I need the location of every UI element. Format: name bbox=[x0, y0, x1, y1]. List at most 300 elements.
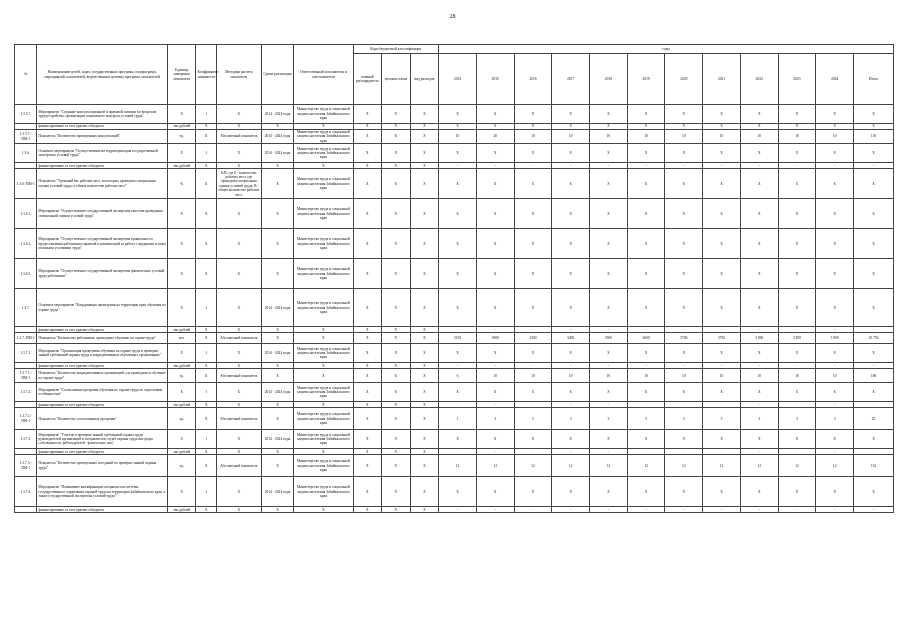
row-y2017-cell: X bbox=[552, 124, 590, 130]
row-unit-cell: тыс.рублей bbox=[167, 402, 196, 408]
row-num-cell: 1.3.7.1. bbox=[15, 344, 37, 363]
row-cs-cell: X bbox=[382, 507, 411, 513]
row-y2023-cell: X bbox=[778, 124, 816, 130]
row-vr-cell: X bbox=[410, 259, 439, 289]
row-executor-cell: Министерство труда и социальной защиты населения Забайкальского края bbox=[294, 477, 353, 507]
row-unit-cell: ед. bbox=[167, 455, 196, 477]
row-executor-cell: X bbox=[294, 507, 353, 513]
table-row bbox=[15, 333, 894, 344]
row-cs-cell: X bbox=[382, 369, 411, 383]
row-total-cell: X bbox=[854, 430, 894, 449]
table-row bbox=[15, 199, 894, 229]
row-y2024-cell: X bbox=[816, 259, 854, 289]
row-y2015-cell: - bbox=[476, 327, 514, 333]
row-y2018-cell: 3 bbox=[590, 408, 628, 430]
row-y2019-cell: X bbox=[627, 477, 665, 507]
row-vr-cell: X bbox=[410, 455, 439, 477]
row-y2018-cell: X bbox=[590, 259, 628, 289]
row-y2016-cell: - bbox=[514, 449, 552, 455]
row-total-cell: - bbox=[854, 163, 894, 169]
row-y2016-cell: X bbox=[514, 344, 552, 363]
row-y2024-cell: X bbox=[816, 169, 854, 199]
row-period-cell: 2014 - 2024 годы bbox=[261, 144, 294, 163]
row-y2018-cell: 10 bbox=[590, 130, 628, 144]
row-y2024-cell: - bbox=[816, 449, 854, 455]
row-name-cell: Мероприятие "Повышение квалификации специалистов системы государственного управления охраной труда на территории Забайкальского края, а также государственной экспертизы условий труда" bbox=[37, 477, 168, 507]
row-vr-cell: X bbox=[410, 130, 439, 144]
row-y2024-cell: X bbox=[816, 430, 854, 449]
row-unit-cell: X bbox=[167, 344, 196, 363]
row-gr-cell: X bbox=[353, 105, 382, 124]
row-num-cell: 1.3.7. bbox=[15, 289, 37, 327]
row-y2014-cell: - bbox=[439, 402, 477, 408]
row-y2023-cell: X bbox=[778, 229, 816, 259]
row-executor-cell: X bbox=[294, 363, 353, 369]
row-cs-cell: X bbox=[382, 163, 411, 169]
row-y2020-cell: X bbox=[665, 229, 703, 259]
row-vr-cell: X bbox=[410, 333, 439, 344]
row-y2016-cell: X bbox=[514, 477, 552, 507]
row-coef-cell: 1 bbox=[196, 144, 216, 163]
row-method-cell: X bbox=[216, 430, 261, 449]
row-y2014-cell: - bbox=[439, 449, 477, 455]
row-y2023-cell: X bbox=[778, 259, 816, 289]
row-y2015-cell: X bbox=[476, 199, 514, 229]
row-executor-cell: Министерство труда и социальной защиты населения Забайкальского края bbox=[294, 383, 353, 402]
row-y2014-cell: 3150 bbox=[439, 333, 477, 344]
row-gr-cell: X bbox=[353, 344, 382, 363]
row-y2021-cell: X bbox=[703, 477, 741, 507]
row-period-cell: X bbox=[261, 229, 294, 259]
row-cs-cell: X bbox=[382, 144, 411, 163]
row-y2014-cell: X bbox=[439, 383, 477, 402]
row-y2021-cell: X bbox=[703, 169, 741, 199]
table-row bbox=[15, 430, 894, 449]
row-y2020-cell: X bbox=[665, 344, 703, 363]
row-y2015-cell: 3900 bbox=[476, 333, 514, 344]
row-y2017-cell: - bbox=[552, 402, 590, 408]
row-y2019-cell: - bbox=[627, 327, 665, 333]
row-name-cell: финансирование за счет краевого бюджета bbox=[37, 402, 168, 408]
row-cs-cell: X bbox=[382, 169, 411, 199]
row-gr-cell: X bbox=[353, 449, 382, 455]
row-y2018-cell: X bbox=[590, 383, 628, 402]
row-total-cell: X bbox=[854, 383, 894, 402]
row-y2024-cell: 12 bbox=[816, 455, 854, 477]
row-y2022-cell: X bbox=[740, 430, 778, 449]
row-total-cell: - bbox=[854, 363, 894, 369]
row-y2020-cell: X bbox=[665, 259, 703, 289]
row-y2017-cell: X bbox=[552, 199, 590, 229]
row-y2023-cell: X bbox=[778, 105, 816, 124]
header-budget-group: Коды бюджетной классификации bbox=[353, 45, 439, 54]
row-y2017-cell: X bbox=[552, 477, 590, 507]
table-body bbox=[15, 105, 894, 513]
row-gr-cell: X bbox=[353, 455, 382, 477]
row-y2023-cell: 10 bbox=[778, 369, 816, 383]
row-unit-cell: тыс.рублей bbox=[167, 507, 196, 513]
row-gr-cell: X bbox=[353, 383, 382, 402]
row-period-cell: X bbox=[261, 124, 294, 130]
table-row bbox=[15, 105, 894, 124]
row-y2021-cell: - bbox=[703, 327, 741, 333]
row-unit-cell: ед. bbox=[167, 130, 196, 144]
row-y2022-cell: X bbox=[740, 477, 778, 507]
row-y2016-cell: X bbox=[514, 105, 552, 124]
header-coef: Коэффициент значимости bbox=[196, 45, 216, 105]
row-y2014-cell: X bbox=[439, 430, 477, 449]
row-y2023-cell: - bbox=[778, 402, 816, 408]
row-vr-cell: X bbox=[410, 327, 439, 333]
row-y2023-cell: - bbox=[778, 363, 816, 369]
row-y2022-cell: 10 bbox=[740, 369, 778, 383]
row-y2017-cell: 10 bbox=[552, 369, 590, 383]
row-executor-cell: X bbox=[294, 124, 353, 130]
row-name-cell: Показатель "Удельный вес рабочих мест, на которых проведена специальная оценка условий труда, в общем количестве рабочих мест" bbox=[37, 169, 168, 199]
row-y2024-cell: X bbox=[816, 289, 854, 327]
row-y2018-cell: X bbox=[590, 124, 628, 130]
row-executor-cell: Министерство труда и социальной защиты населения Забайкальского края bbox=[294, 289, 353, 327]
row-y2018-cell: 10 bbox=[590, 369, 628, 383]
row-coef-cell: X bbox=[196, 229, 216, 259]
row-y2017-cell: - bbox=[552, 163, 590, 169]
row-y2015-cell: X bbox=[476, 430, 514, 449]
row-y2018-cell: 12 bbox=[590, 455, 628, 477]
row-y2023-cell: X bbox=[778, 289, 816, 327]
row-vr-cell: X bbox=[410, 124, 439, 130]
row-executor-cell: Министерство труда и социальной защиты населения Забайкальского края bbox=[294, 199, 353, 229]
row-y2015-cell: - bbox=[476, 402, 514, 408]
row-y2019-cell: 10 bbox=[627, 369, 665, 383]
row-coef-cell: X bbox=[196, 163, 216, 169]
table-row bbox=[15, 383, 894, 402]
row-y2023-cell: X bbox=[778, 383, 816, 402]
row-y2016-cell: 3300 bbox=[514, 333, 552, 344]
row-y2023-cell: 3 bbox=[778, 408, 816, 430]
program-table-container bbox=[14, 44, 894, 513]
row-y2017-cell: X bbox=[552, 259, 590, 289]
row-gr-cell: X bbox=[353, 507, 382, 513]
row-vr-cell: X bbox=[410, 383, 439, 402]
row-total-cell: X bbox=[854, 169, 894, 199]
row-y2014-cell: - bbox=[439, 363, 477, 369]
header-name: Наименование целей, задач, государственных программ, подпрограмм, мероприятий, показателей, ведомственных целевых программ, показателей bbox=[37, 45, 168, 105]
header-year: 2015 bbox=[476, 54, 514, 105]
row-cs-cell: X bbox=[382, 259, 411, 289]
row-y2018-cell: - bbox=[590, 327, 628, 333]
row-num-cell: 1.3.5.7. bbox=[15, 105, 37, 124]
row-cs-cell: X bbox=[382, 477, 411, 507]
header-budget-col: целевая статья bbox=[382, 54, 411, 105]
row-y2018-cell: X bbox=[590, 430, 628, 449]
row-y2017-cell: - bbox=[552, 449, 590, 455]
row-unit-cell: тыс.рублей bbox=[167, 363, 196, 369]
row-vr-cell: X bbox=[410, 144, 439, 163]
row-y2019-cell: X bbox=[627, 124, 665, 130]
row-y2019-cell: X bbox=[627, 199, 665, 229]
row-y2014-cell: X bbox=[439, 229, 477, 259]
row-vr-cell: X bbox=[410, 199, 439, 229]
row-y2016-cell: 3 bbox=[514, 408, 552, 430]
row-y2020-cell: X bbox=[665, 144, 703, 163]
row-unit-cell: X bbox=[167, 289, 196, 327]
row-y2017-cell: - bbox=[552, 363, 590, 369]
table-row bbox=[15, 408, 894, 430]
row-y2018-cell: X bbox=[590, 199, 628, 229]
row-total-cell: - bbox=[854, 327, 894, 333]
row-y2022-cell: 10 bbox=[740, 130, 778, 144]
row-y2023-cell: 12 bbox=[778, 455, 816, 477]
row-name-cell: финансирование за счет краевого бюджета bbox=[37, 163, 168, 169]
row-y2022-cell: 3 bbox=[740, 408, 778, 430]
row-y2023-cell: X bbox=[778, 344, 816, 363]
row-total-cell: X bbox=[854, 289, 894, 327]
row-y2021-cell: - bbox=[703, 363, 741, 369]
row-name-cell: Показатель "Количество согласованных программ" bbox=[37, 408, 168, 430]
row-y2015-cell: X bbox=[476, 477, 514, 507]
row-method-cell: X bbox=[216, 289, 261, 327]
row-num-cell: 1.3.7.2.-ПМ-1 bbox=[15, 408, 37, 430]
row-vr-cell: X bbox=[410, 344, 439, 363]
row-cs-cell: X bbox=[382, 449, 411, 455]
page-number: 28 bbox=[449, 14, 456, 20]
row-y2015-cell: 3 bbox=[476, 408, 514, 430]
row-num-cell: 1.3.7.1.-ПМ-1 bbox=[15, 369, 37, 383]
row-y2020-cell: 10 bbox=[665, 130, 703, 144]
row-unit-cell: ед. bbox=[167, 408, 196, 430]
row-y2018-cell: - bbox=[590, 449, 628, 455]
header-budget-col: вид расходов bbox=[410, 54, 439, 105]
row-y2020-cell: 3 bbox=[665, 408, 703, 430]
row-unit-cell: X bbox=[167, 199, 196, 229]
row-y2017-cell: X bbox=[552, 229, 590, 259]
row-num-cell bbox=[15, 507, 37, 513]
row-y2021-cell: - bbox=[703, 449, 741, 455]
table-row bbox=[15, 169, 894, 199]
row-gr-cell: X bbox=[353, 327, 382, 333]
row-y2019-cell: X bbox=[627, 430, 665, 449]
row-y2022-cell: - bbox=[740, 163, 778, 169]
row-y2016-cell: - bbox=[514, 327, 552, 333]
row-y2019-cell: X bbox=[627, 289, 665, 327]
row-y2024-cell: 3 900 bbox=[816, 333, 854, 344]
row-num-cell: 1.3.6.-ПМ-1 bbox=[15, 169, 37, 199]
row-y2017-cell: X bbox=[552, 383, 590, 402]
row-y2018-cell: X bbox=[590, 344, 628, 363]
row-y2020-cell: - bbox=[665, 363, 703, 369]
table-row bbox=[15, 259, 894, 289]
row-y2021-cell: X bbox=[703, 383, 741, 402]
row-cs-cell: X bbox=[382, 105, 411, 124]
row-gr-cell: X bbox=[353, 144, 382, 163]
row-cs-cell: X bbox=[382, 333, 411, 344]
row-coef-cell: X bbox=[196, 449, 216, 455]
row-y2023-cell: 3 850 bbox=[778, 333, 816, 344]
row-period-cell: X bbox=[261, 259, 294, 289]
row-y2015-cell: 12 bbox=[476, 455, 514, 477]
header-year: 2021 bbox=[703, 54, 741, 105]
row-method-cell: X bbox=[216, 344, 261, 363]
row-cs-cell: X bbox=[382, 344, 411, 363]
row-coef-cell: 1 bbox=[196, 289, 216, 327]
row-method-cell: X bbox=[216, 383, 261, 402]
row-executor-cell: Министерство труда и социальной защиты населения Забайкальского края bbox=[294, 344, 353, 363]
row-name-cell: Мероприятие "Создание консультационной и правовой помощи по вопросам трудоустройства, организации социального контроля условий труда" bbox=[37, 105, 168, 124]
row-method-cell: X bbox=[216, 229, 261, 259]
row-name-cell: финансирование за счет краевого бюджета bbox=[37, 449, 168, 455]
row-executor-cell: Министерство труда и социальной защиты населения Забайкальского края bbox=[294, 408, 353, 430]
row-y2017-cell: 3 bbox=[552, 408, 590, 430]
header-num: № bbox=[15, 45, 37, 105]
header-unit: Единица измерения показателя bbox=[167, 45, 196, 105]
row-method-cell: Абсолютный показатель bbox=[216, 333, 261, 344]
row-y2023-cell: X bbox=[778, 199, 816, 229]
row-y2017-cell: X bbox=[552, 169, 590, 199]
row-coef-cell: 1 bbox=[196, 344, 216, 363]
row-vr-cell: X bbox=[410, 477, 439, 507]
row-y2022-cell: X bbox=[740, 144, 778, 163]
row-cs-cell: X bbox=[382, 430, 411, 449]
row-y2016-cell: 12 bbox=[514, 455, 552, 477]
row-y2016-cell: 10 bbox=[514, 130, 552, 144]
row-coef-cell: X bbox=[196, 169, 216, 199]
row-y2019-cell: X bbox=[627, 259, 665, 289]
row-executor-cell: X bbox=[294, 369, 353, 383]
row-cs-cell: X bbox=[382, 130, 411, 144]
row-vr-cell: X bbox=[410, 449, 439, 455]
row-y2018-cell: X bbox=[590, 105, 628, 124]
header-budget-col: главный распорядитель bbox=[353, 54, 382, 105]
row-y2016-cell: - bbox=[514, 363, 552, 369]
row-y2020-cell: 12 bbox=[665, 455, 703, 477]
row-coef-cell: 1 bbox=[196, 430, 216, 449]
row-cs-cell: X bbox=[382, 383, 411, 402]
row-y2015-cell: X bbox=[476, 229, 514, 259]
row-unit-cell: X bbox=[167, 105, 196, 124]
row-y2019-cell: 3600 bbox=[627, 333, 665, 344]
row-y2015-cell: X bbox=[476, 344, 514, 363]
row-period-cell: X bbox=[261, 507, 294, 513]
row-y2021-cell: 3750 bbox=[703, 333, 741, 344]
row-gr-cell: X bbox=[353, 199, 382, 229]
row-method-cell: Абсолютный показатель bbox=[216, 130, 261, 144]
row-method-cell: X bbox=[216, 477, 261, 507]
row-cs-cell: X bbox=[382, 199, 411, 229]
row-executor-cell: Министерство труда и социальной защиты населения Забайкальского края bbox=[294, 169, 353, 199]
row-total-cell: - bbox=[854, 507, 894, 513]
row-name-cell: Мероприятие "Участие в проверке знаний требований охраны труда руководителей организаций и специалистов служб охраны труда вне форм собственности, работодателей - физических лиц" bbox=[37, 430, 168, 449]
row-name-cell: Основное мероприятие "Координация проведения на территории края обучения по охране труда" bbox=[37, 289, 168, 327]
row-y2022-cell: - bbox=[740, 402, 778, 408]
row-executor-cell: X bbox=[294, 449, 353, 455]
row-y2022-cell: X bbox=[740, 344, 778, 363]
row-y2019-cell: 12 bbox=[627, 455, 665, 477]
row-y2020-cell: 3700 bbox=[665, 333, 703, 344]
header-period: Сроки реализации bbox=[261, 45, 294, 105]
row-period-cell: X bbox=[261, 449, 294, 455]
row-y2014-cell: 1 bbox=[439, 408, 477, 430]
row-y2018-cell: X bbox=[590, 289, 628, 327]
row-period-cell: X bbox=[261, 169, 294, 199]
row-y2015-cell: - bbox=[476, 449, 514, 455]
row-gr-cell: X bbox=[353, 408, 382, 430]
row-period-cell: X bbox=[261, 199, 294, 229]
row-y2020-cell: X bbox=[665, 105, 703, 124]
table-row bbox=[15, 289, 894, 327]
row-coef-cell: X bbox=[196, 369, 216, 383]
row-y2015-cell: - bbox=[476, 163, 514, 169]
row-y2017-cell: X bbox=[552, 105, 590, 124]
row-vr-cell: X bbox=[410, 408, 439, 430]
row-y2014-cell: X bbox=[439, 289, 477, 327]
row-y2020-cell: X bbox=[665, 199, 703, 229]
row-vr-cell: X bbox=[410, 169, 439, 199]
header-year: 2023 bbox=[778, 54, 816, 105]
row-vr-cell: X bbox=[410, 229, 439, 259]
row-coef-cell: X bbox=[196, 327, 216, 333]
row-unit-cell: тыс.рублей bbox=[167, 124, 196, 130]
row-y2018-cell: X bbox=[590, 144, 628, 163]
row-name-cell: Показатель "Количество работников, прошедших обучение по охране труда" bbox=[37, 333, 168, 344]
row-total-cell: X bbox=[854, 105, 894, 124]
row-y2018-cell: - bbox=[590, 402, 628, 408]
row-unit-cell: ед. bbox=[167, 369, 196, 383]
row-y2014-cell: X bbox=[439, 169, 477, 199]
row-y2016-cell: X bbox=[514, 259, 552, 289]
row-name-cell: финансирование за счет краевого бюджета bbox=[37, 327, 168, 333]
row-y2017-cell: 12 bbox=[552, 455, 590, 477]
row-total-cell: 132 bbox=[854, 455, 894, 477]
row-y2022-cell: X bbox=[740, 169, 778, 199]
row-y2014-cell: X bbox=[439, 199, 477, 229]
row-y2020-cell: X bbox=[665, 169, 703, 199]
row-method-cell: X bbox=[216, 259, 261, 289]
row-y2023-cell: X bbox=[778, 477, 816, 507]
row-coef-cell: X bbox=[196, 124, 216, 130]
program-table bbox=[14, 44, 894, 513]
row-y2015-cell: - bbox=[476, 363, 514, 369]
row-y2021-cell: - bbox=[703, 507, 741, 513]
row-y2016-cell: X bbox=[514, 430, 552, 449]
row-num-cell: 1.3.7.-ПМ-1 bbox=[15, 333, 37, 344]
row-period-cell: X bbox=[261, 402, 294, 408]
row-method-cell: X bbox=[216, 507, 261, 513]
header-year: 2018 bbox=[590, 54, 628, 105]
row-total-cell: - bbox=[854, 402, 894, 408]
table-row bbox=[15, 229, 894, 259]
row-y2018-cell: X bbox=[590, 169, 628, 199]
header-year: 2017 bbox=[552, 54, 590, 105]
row-y2017-cell: 10 bbox=[552, 130, 590, 144]
row-period-cell: X bbox=[261, 455, 294, 477]
row-y2022-cell: - bbox=[740, 327, 778, 333]
row-total-cell: X bbox=[854, 259, 894, 289]
row-y2020-cell: - bbox=[665, 163, 703, 169]
row-y2019-cell: - bbox=[627, 363, 665, 369]
row-y2015-cell: X bbox=[476, 124, 514, 130]
row-name-cell: Показатель "Количество проведенных заседаний по проверке знаний охраны труда" bbox=[37, 455, 168, 477]
row-period-cell: X bbox=[261, 333, 294, 344]
row-y2022-cell: X bbox=[740, 383, 778, 402]
row-y2018-cell: - bbox=[590, 507, 628, 513]
row-y2023-cell: 10 bbox=[778, 130, 816, 144]
row-y2014-cell: X bbox=[439, 259, 477, 289]
row-cs-cell: X bbox=[382, 408, 411, 430]
row-y2022-cell: X bbox=[740, 105, 778, 124]
row-gr-cell: X bbox=[353, 259, 382, 289]
row-cs-cell: X bbox=[382, 455, 411, 477]
header-year: 2022 bbox=[740, 54, 778, 105]
